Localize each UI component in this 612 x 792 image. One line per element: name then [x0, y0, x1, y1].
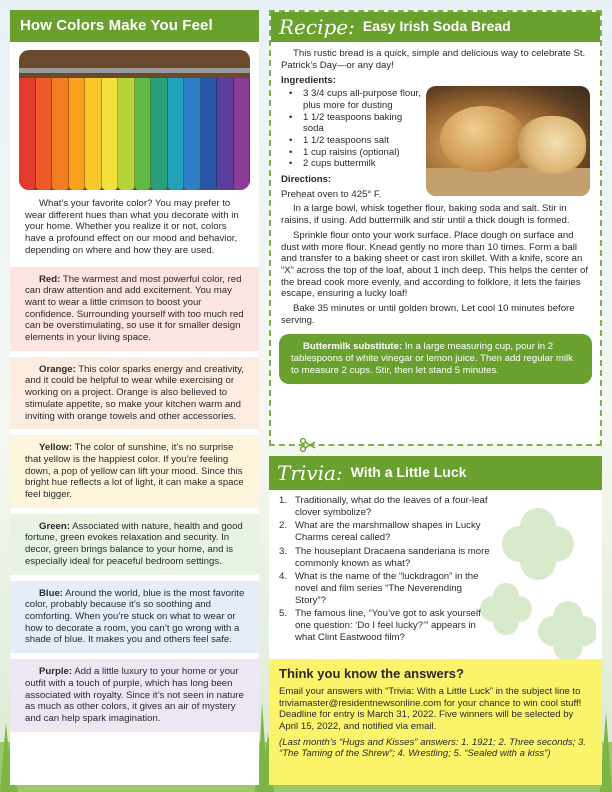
shirt — [19, 78, 36, 190]
colors-title: How Colors Make You Feel — [20, 16, 213, 34]
trivia-question: 5. The famous line, “You’ve got to ask yourself one question: ‘Do I feel lucky?’” appears in what Clint Eastwood film? — [279, 608, 494, 643]
tip-text: In a large measuring cup, pour in 2 tablespoons of white vinegar or lemon juice. Then add regular milk to measure 2 cups. Stir, then let stand 5 minutes. — [291, 341, 573, 376]
red-section — [10, 267, 259, 351]
answers-heading: Think you know the answers? — [279, 666, 464, 681]
purple-text: Add a little luxury to your home or your outfit with a touch of purple, which has long been associated with royalty. Since it’s not seen in nature as much as other colors, it gives an air of mystery and can help spark imagination. — [25, 666, 244, 724]
ingredients-list — [281, 88, 421, 170]
bread-loaf — [440, 106, 526, 172]
shirt — [85, 78, 102, 190]
shirt — [217, 78, 234, 190]
question-text: Traditionally, what do the leaves of a four-leaf clover symbolize? — [295, 495, 488, 518]
ingredient-item: • 1 1/2 teaspoons salt — [289, 135, 421, 147]
recipe-intro: This rustic bread is a quick, simple and delicious way to celebrate St. Patrick’s Day—or any day! — [281, 48, 586, 71]
ingredients-heading: Ingredients: — [281, 75, 336, 87]
purple-section — [10, 659, 259, 732]
trivia-question: 4. What is the name of the “luckdragon” in the novel and film series “The Neverending Story”? — [279, 571, 494, 606]
buttermilk-tip — [279, 334, 592, 383]
red-label: Red: — [39, 273, 61, 285]
answers-box — [269, 659, 602, 785]
blue-label: Blue: — [39, 587, 63, 599]
shirt — [135, 78, 152, 190]
yellow-label: Yellow: — [39, 442, 73, 454]
trivia-script-label: Trivia: — [277, 460, 343, 485]
direction-step: In a large bowl, whisk together flour, baking soda and salt. Stir in raisins, if using. Add buttermilk and stir until a thick dough is formed. — [281, 203, 570, 227]
directions-heading: Directions: — [281, 174, 332, 186]
recipe-card — [269, 10, 602, 446]
shirt — [69, 78, 86, 190]
direction-step: Sprinkle flour onto your work surface. Place dough on surface and dust with more flour. Knead gently no more than 10 times. Form a ball and transfer to a baking sheet or cast iron skillet. With a knife, score an “X” across the top of the loaf, about 1 inch deep. This helps the center of the bread cook more evenly, and according to folklore, it lets the fairies escape, ensuring a lucky loaf! — [281, 229, 589, 300]
shirt-rack — [19, 78, 250, 190]
last-month-answers: (Last month’s “Hugs and Kisses” answers: 1. 1921; 2. Three seconds; 3. “The Taming of the Shrew”; 4. Wrestling; 5. “Sealed with a kiss”) — [279, 736, 586, 760]
green-section — [10, 514, 259, 575]
shirt — [168, 78, 185, 190]
bread-slice — [518, 116, 586, 174]
yellow-section — [10, 435, 259, 508]
colors-article — [10, 10, 259, 785]
colors-banner — [10, 10, 259, 42]
blue-text: Around the world, blue is the most favorite color, probably because it’s so soothing and comforting. When you’re stuck on what to wear or how to decorate a room, you can’t go wrong with a shade of blue. It makes you and others feel safe. — [25, 587, 245, 646]
question-text: The houseplant Dracaena sanderiana is more commonly known as what? — [295, 545, 490, 569]
ingredient-item: • 2 cups buttermilk — [289, 158, 421, 170]
question-text: What is the name of the “luckdragon” in the novel and film series “The Neverending Story”? — [295, 571, 479, 606]
direction-step: Bake 35 minutes or until golden brown. Let cool 10 minutes before serving. — [281, 303, 575, 326]
shirt — [201, 78, 218, 190]
shirt — [102, 78, 119, 190]
shirt — [184, 78, 201, 190]
ingredient-item: • 3 3/4 cups all-purpose flour, plus more for dusting — [289, 88, 421, 111]
shirt — [151, 78, 168, 190]
ingredient-item: • 1 cup raisins (optional) — [289, 147, 421, 159]
trivia-title: With a Little Luck — [350, 464, 467, 481]
answers-instructions: Email your answers with “Trivia: With a Little Luck” in the subject line to triviamaster@residentnewsonline.com for your chance to win cool stuff! Deadline for entry is March 31, 2022. Five winners will be selected by April 15, 2022, and notified via email. — [279, 685, 582, 732]
trivia-banner — [269, 456, 602, 490]
blue-section — [10, 581, 259, 654]
shirt — [234, 78, 251, 190]
shirt — [52, 78, 69, 190]
recipe-banner — [271, 12, 600, 42]
colors-intro: What’s your favorite color? You may prefer to wear different hues than what you decorate with in your home. Whether you realize it or not, colors have a profound effect on our mood and behavior, depending on where and how they are used. — [25, 198, 239, 256]
orange-section — [10, 357, 259, 430]
trivia-questions — [269, 490, 602, 643]
recipe-title: Easy Irish Soda Bread — [362, 18, 511, 35]
ingredient-item: • 1 1/2 teaspoons baking soda — [289, 112, 421, 135]
trivia-question: 3. The houseplant Dracaena sanderiana is more commonly known as what? — [279, 546, 494, 569]
shirts-photo — [19, 50, 250, 190]
orange-text: This color sparks energy and creativity, and it could be helpful to wear while exercising or working on a project. Orange is also believed to stimulate appetite, so make your kitchen warm and inviting with orange towels and other accessories. — [25, 363, 244, 422]
green-label: Green: — [39, 520, 70, 532]
clothing-rod — [19, 68, 250, 73]
direction-step: Preheat oven to 425° F. — [281, 188, 382, 200]
trivia-question: 1. Traditionally, what do the leaves of a four-leaf clover symbolize? — [279, 495, 494, 518]
shirt — [118, 78, 135, 190]
trivia-card — [269, 456, 602, 785]
scissors-icon — [300, 438, 316, 452]
orange-label: Orange: — [39, 363, 76, 375]
purple-label: Purple: — [39, 666, 73, 678]
green-text: Associated with nature, health and good fortune, green evokes relaxation and security. In decor, green brings balance to your home, and is especially ideal for peaceful bedroom settings. — [25, 520, 243, 567]
trivia-question: 2. What are the marshmallow shapes in Lucky Charms cereal called? — [279, 520, 494, 543]
yellow-text: The color of sunshine, it’s no surprise that yellow is the happiest color. If you’re feeling down, a pop of yellow can lift your mood. Since this bright hue reflects a lot of light, it can make a space feel bigger. — [25, 442, 244, 501]
shirt — [36, 78, 53, 190]
tip-label: Buttermilk substitute: — [303, 341, 403, 353]
red-text: The warmest and most powerful color, red can draw attention and add excitement. You may want to wear a little crimson to boost your confidence. Surrounding yourself with too much red can be overstimulating, so use it for smaller design elements in your living space. — [25, 273, 244, 344]
question-text: What are the marshmallow shapes in Lucky Charms cereal called? — [295, 520, 481, 544]
soda-bread-photo — [426, 86, 590, 196]
question-text: The famous line, “You’ve got to ask yourself one question: ‘Do I feel lucky?’” appears in what Clint Eastwood film? — [295, 608, 481, 643]
recipe-script-label: Recipe: — [279, 14, 355, 39]
